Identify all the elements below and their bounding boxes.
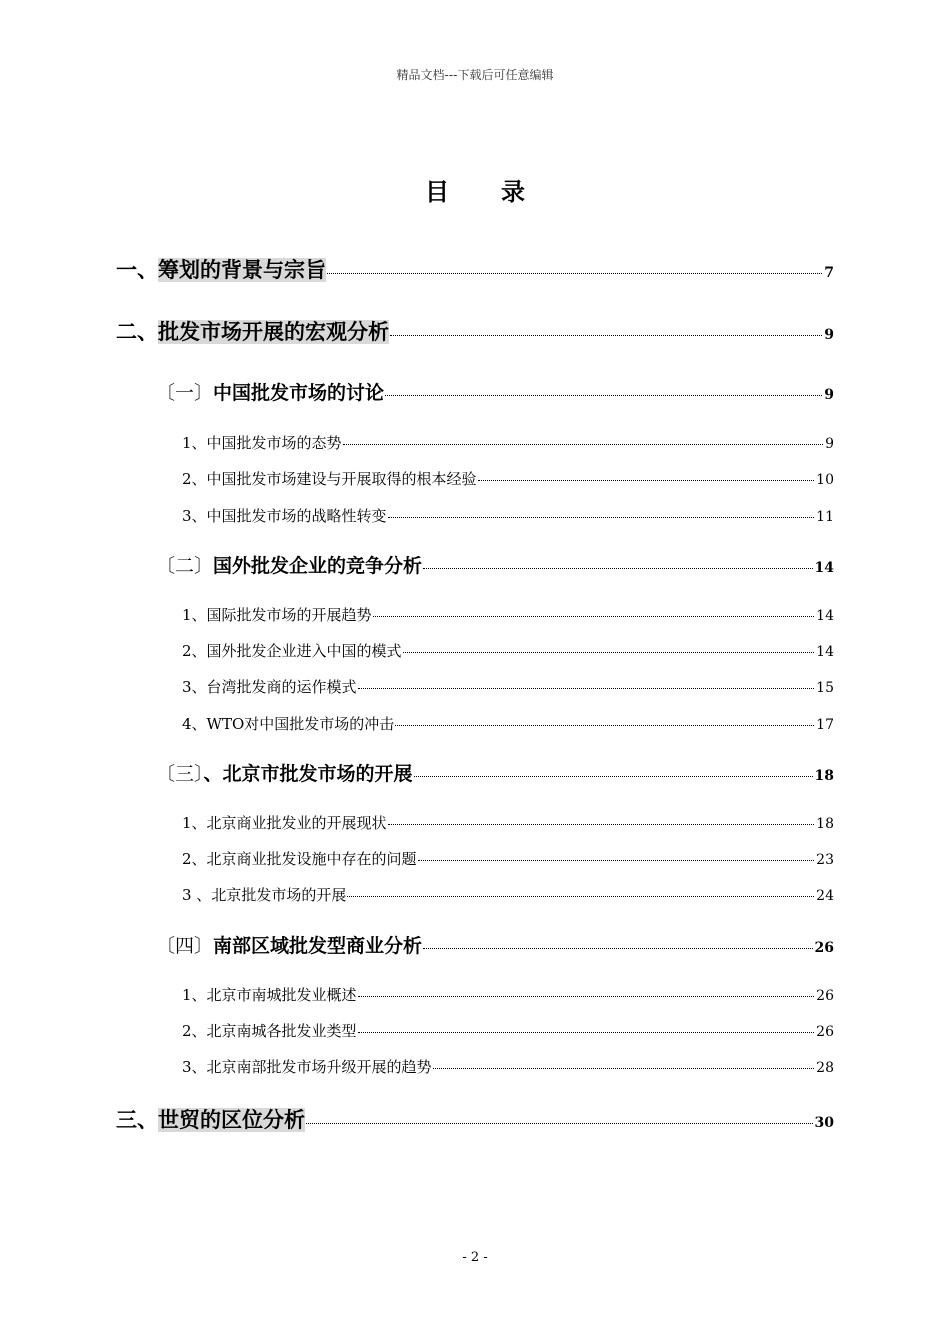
toc-entry[interactable]: [116, 1104, 834, 1134]
toc-entry-label: [182, 432, 342, 453]
toc-entry[interactable]: [182, 604, 834, 625]
dot-leader: [373, 616, 815, 617]
toc-entry-page: 17: [816, 717, 834, 733]
toc-entry-text: 中国批发市场建设与开展取得的根本经验: [206, 470, 477, 488]
toc-entry-label: [116, 1104, 305, 1134]
toc-entry-number: 〔二〕: [156, 555, 214, 577]
dot-leader: [395, 725, 814, 726]
toc-entry[interactable]: [182, 812, 834, 833]
toc-entry-text: 国外批发企业进入中国的模式: [206, 642, 402, 660]
toc-entry-number: 3、: [182, 678, 207, 696]
dot-leader: [478, 480, 815, 481]
toc-entry-label: [116, 254, 326, 284]
toc-entry[interactable]: [182, 884, 834, 905]
toc-entry-number: 〔四〕: [156, 935, 214, 957]
toc-entry-text: 北京商业批发业的开展现状: [206, 814, 387, 832]
toc-entry-label: [182, 505, 387, 526]
toc-entry-text: 北京南部批发市场升级开展的趋势: [206, 1058, 432, 1076]
toc-entry-number: 2、: [182, 642, 207, 660]
toc-entry-number: 1、: [182, 814, 207, 832]
toc-entry-number: 3、: [182, 1058, 207, 1076]
toc-entry-page: 26: [816, 988, 834, 1004]
toc-entry-label: [156, 931, 422, 958]
dot-leader: [358, 996, 815, 997]
toc-entry-number: 3、: [182, 507, 207, 525]
toc-entry-page: 14: [816, 644, 834, 660]
dot-leader: [385, 395, 822, 396]
toc-entry-label: [182, 984, 357, 1005]
dot-leader: [390, 335, 822, 336]
dot-leader: [418, 860, 815, 861]
toc-entry-text: 国外批发企业的竞争分析: [213, 555, 423, 577]
toc-entry-number: 4、: [182, 715, 207, 733]
dot-leader: [403, 652, 815, 653]
toc-entry-page: 14: [816, 608, 834, 624]
toc-entry-page: 26: [816, 1024, 834, 1040]
toc-entry[interactable]: [182, 984, 834, 1005]
toc-entry-page: 9: [825, 436, 834, 452]
toc-entry-label: [182, 812, 387, 833]
toc-entry-text: 批发市场开展的宏观分析: [158, 320, 389, 344]
toc-entry[interactable]: [182, 640, 834, 661]
toc-entry-text: 国际批发市场的开展趋势: [206, 606, 372, 624]
toc-entry-label: [182, 1056, 432, 1077]
dot-leader: [327, 273, 822, 274]
toc-entry-label: [156, 378, 384, 405]
toc-entry-number: 2、: [182, 850, 207, 868]
page-header-note: 精品文档---下载后可任意编辑: [396, 68, 554, 82]
dot-leader: [358, 1032, 815, 1033]
toc-entry[interactable]: [182, 505, 834, 526]
toc-entry-label: [182, 676, 357, 697]
toc-entry[interactable]: [156, 931, 834, 958]
toc-entry-label: [156, 759, 413, 786]
toc-entry-number: 1、: [182, 434, 207, 452]
toc-entry[interactable]: [182, 848, 834, 869]
toc-entry[interactable]: [156, 551, 834, 578]
toc-entry-label: [182, 713, 394, 734]
toc-entry-page: 15: [816, 680, 834, 696]
toc-entry-number: 3 、: [182, 886, 212, 904]
dot-leader: [347, 896, 814, 897]
toc-entry-text: 北京商业批发设施中存在的问题: [206, 850, 417, 868]
toc-entry-label: [182, 640, 402, 661]
toc-entry-number: 〔一〕: [156, 382, 214, 404]
toc-entry-label: [116, 316, 389, 346]
toc-entry-page: 10: [816, 472, 834, 488]
toc-entry-label: [182, 1020, 357, 1041]
dot-leader: [343, 444, 824, 445]
toc-entry-page: 24: [816, 888, 834, 904]
toc-entry[interactable]: [182, 1056, 834, 1077]
toc-entry[interactable]: [182, 432, 834, 453]
toc-entry-text: 北京南城各批发业类型: [206, 1022, 357, 1040]
toc-entry-number: 2、: [182, 1022, 207, 1040]
toc-entry-page: 9: [824, 387, 834, 403]
toc-entry[interactable]: [182, 1020, 834, 1041]
toc-entry-page: 18: [814, 768, 834, 784]
toc-entry-label: [182, 884, 346, 905]
toc-entry-text: 中国批发市场的战略性转变: [206, 507, 387, 525]
toc-entry-text: 南部区域批发型商业分析: [213, 935, 423, 957]
toc-entry-text: WTO对中国批发市场的冲击: [206, 715, 395, 733]
toc-entry-text: 筹划的背景与宗旨: [158, 258, 326, 282]
toc-title: 目录: [425, 178, 577, 206]
toc-entry-number: 1、: [182, 986, 207, 1004]
toc-entry-number: 三、: [116, 1108, 158, 1132]
toc-entry[interactable]: [116, 254, 834, 284]
toc-entry-label: [182, 604, 372, 625]
toc-entry-page: 28: [816, 1060, 834, 1076]
toc-entry-label: [182, 848, 417, 869]
dot-leader: [388, 824, 815, 825]
toc-entry-text: 台湾批发商的运作模式: [206, 678, 357, 696]
dot-leader: [423, 568, 812, 569]
toc-entry-page: 14: [814, 560, 834, 576]
toc-entry-number: 一、: [116, 258, 158, 282]
toc-entry-text: 、北京市批发市场的开展: [203, 763, 413, 785]
toc-entry-number: 二、: [116, 320, 158, 344]
toc-entry-number: 1、: [182, 606, 207, 624]
toc-entry[interactable]: [182, 713, 834, 734]
toc-entry-page: 7: [824, 265, 834, 281]
dot-leader: [414, 776, 813, 777]
toc-entry-page: 9: [824, 327, 834, 343]
toc-entry[interactable]: [156, 759, 834, 786]
toc-entry[interactable]: [156, 378, 834, 405]
toc-entry-text: 世贸的区位分析: [158, 1108, 305, 1132]
toc-entry-page: 23: [816, 852, 834, 868]
toc-entry-page: 26: [814, 940, 834, 956]
dot-leader: [306, 1123, 813, 1124]
toc-entry[interactable]: [182, 676, 834, 697]
toc-entry-page: 11: [816, 509, 834, 525]
dot-leader: [423, 948, 812, 949]
toc-entry-page: 30: [814, 1115, 834, 1131]
toc-entry-label: [156, 551, 422, 578]
toc-entry-text: 中国批发市场的态势: [206, 434, 342, 452]
dot-leader: [433, 1068, 815, 1069]
toc-entry[interactable]: [182, 468, 834, 489]
toc-entry-text: 北京市南城批发业概述: [206, 986, 357, 1004]
dot-leader: [358, 688, 815, 689]
toc-entry-number: 〔三〕: [156, 763, 204, 785]
toc-entry-label: [182, 468, 477, 489]
toc-entry[interactable]: [116, 316, 834, 346]
toc-entry-text: 中国批发市场的讨论: [213, 382, 385, 404]
toc-entry-page: 18: [816, 816, 834, 832]
toc-entry-number: 2、: [182, 470, 207, 488]
toc-entry-text: 北京批发市场的开展: [211, 886, 347, 904]
dot-leader: [388, 517, 815, 518]
page-number-footer: - 2 -: [462, 1250, 488, 1265]
